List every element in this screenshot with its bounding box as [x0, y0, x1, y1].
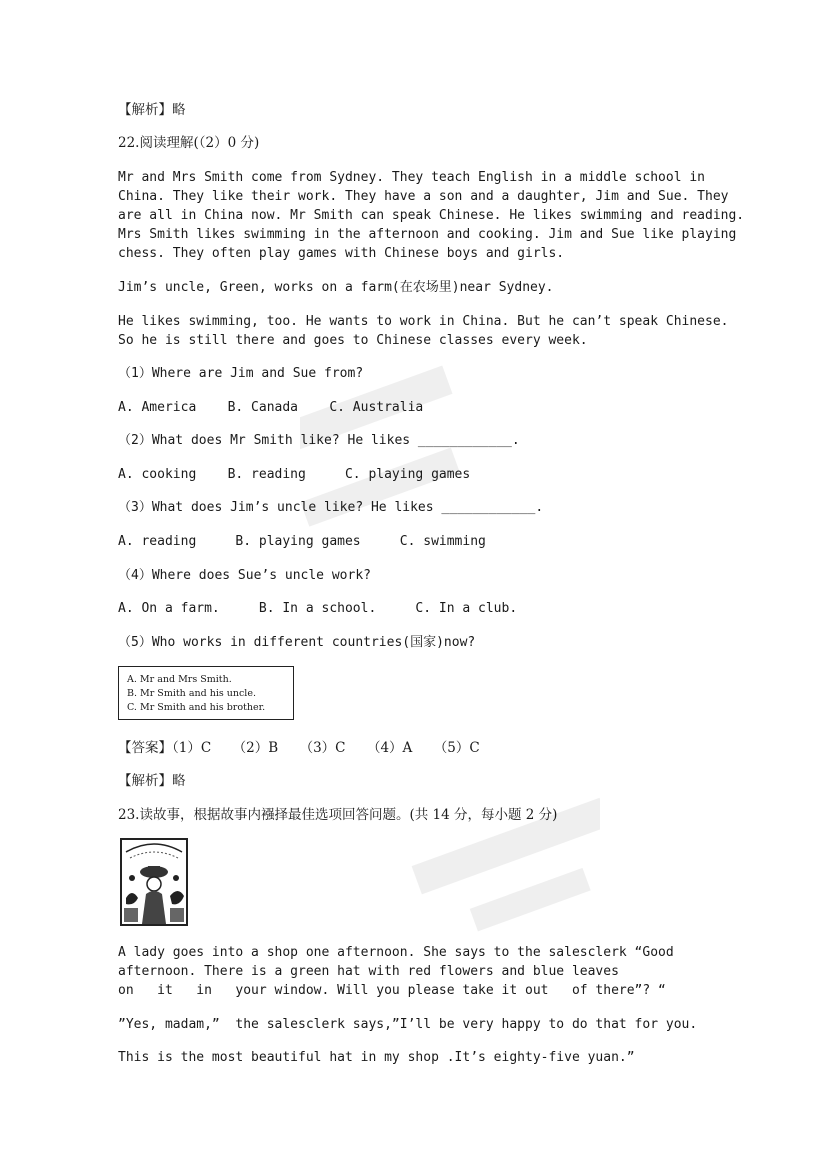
question-5: （5）Who works in different countries(国家)now? [118, 635, 476, 650]
passage-line: Mrs Smith likes swimming in the afternoon and cooking. Jim and Sue like playing [118, 227, 737, 242]
passage-line: So he is still there and goes to Chinese classes every week. [118, 333, 588, 348]
passage-line: Mr and Mrs Smith come from Sydney. They teach English in a middle school in [118, 170, 705, 185]
question-1: （1）Where are Jim and Sue from? [118, 366, 364, 381]
question-3-options: A. reading B. playing games C. swimming [118, 534, 486, 549]
story-line: afternoon. There is a green hat with red flowers and blue leaves [118, 964, 619, 979]
question-2-options: A. cooking B. reading C. playing games [118, 467, 471, 482]
passage-line: He likes swimming, too. He wants to work in China. But he can’t speak Chinese. [118, 314, 729, 329]
story-line: ”Yes, madam,” the salesclerk says,”I’ll be very happy to do that for you. [118, 1017, 698, 1032]
question-22-heading: 22.阅读理解(（2）0 分) [118, 135, 260, 151]
question-4: （4）Where does Sue’s uncle work? [118, 568, 371, 583]
question-3: （3）What does Jim’s uncle like? He likes ____________. [118, 500, 544, 515]
question-4-options: A. On a farm. B. In a school. C. In a club. [118, 601, 518, 616]
passage-line: China. They like their work. They have a son and a daughter, Jim and Sue. They [118, 189, 729, 204]
analysis-label: 【解析】略 [118, 102, 186, 118]
option-c: C. Mr Smith and his brother. [127, 702, 266, 713]
question-5-options-box [118, 666, 294, 720]
story-illustration [120, 838, 188, 926]
question-1-options: A. America B. Canada C. Australia [118, 400, 424, 415]
question-23-heading: 23.读故事，根据故事内襁择最佳选项回答问题。(共 14 分，每小题 2 分) [118, 807, 558, 823]
story-line: on it in your window. Will you please take it out of there”? “ [118, 983, 666, 998]
option-b: B. Mr Smith and his uncle. [127, 688, 256, 699]
analysis-label: 【解析】略 [118, 773, 186, 789]
option-a: A. Mr and Mrs Smith. [127, 674, 232, 685]
story-line: A lady goes into a shop one afternoon. She says to the salesclerk “Good [118, 945, 674, 960]
passage-line: Jim’s uncle, Green, works on a farm(在农场里)near Sydney. [118, 280, 554, 295]
passage-line: chess. They often play games with Chinese boys and girls. [118, 246, 565, 261]
answer-line: 【答案】（1）C （2）B （3）C （4）A （5）C [118, 740, 480, 756]
story-line: This is the most beautiful hat in my shop .It’s eighty-five yuan.” [118, 1050, 635, 1065]
passage-line: are all in China now. Mr Smith can speak Chinese. He likes swimming and reading. [118, 208, 745, 223]
question-2: （2）What does Mr Smith like? He likes ____________. [118, 433, 520, 448]
